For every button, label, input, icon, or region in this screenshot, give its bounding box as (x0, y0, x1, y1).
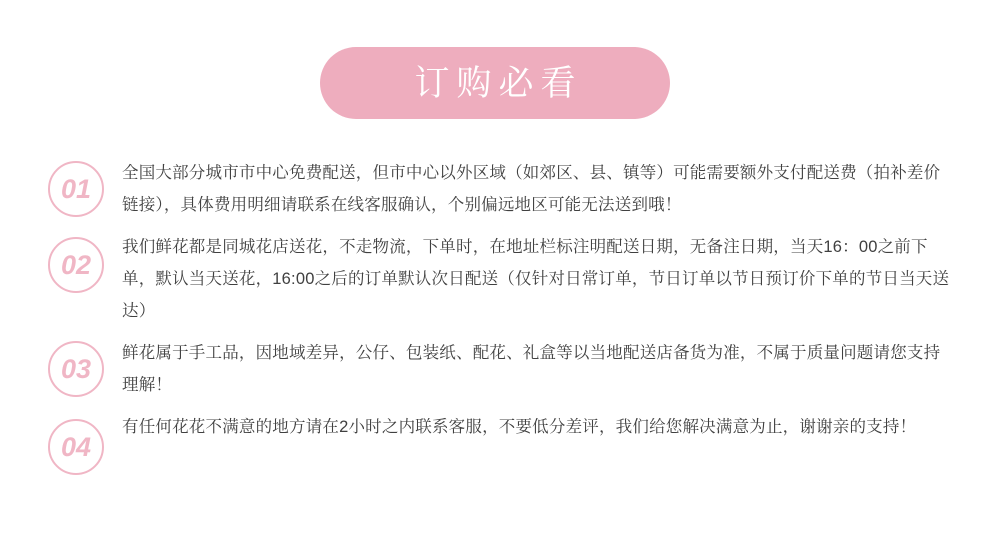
item-text: 鲜花属于手工品，因地域差异，公仔、包装纸、配花、礼盒等以当地配送店备货为准，不属于质量问题请您支持理解！ (122, 344, 941, 394)
item-text: 全国大部分城市市中心免费配送，但市中心以外区域（如郊区、县、镇等）可能需要额外支付配送费（拍补差价链接），具体费用明细请联系在线客服确认，个别偏远地区可能无法送到哦！ (122, 164, 941, 214)
item-number-badge: 04 (48, 419, 104, 475)
list-item (48, 335, 950, 401)
title-banner (320, 47, 670, 119)
item-text: 有任何花花不满意的地方请在2小时之内联系客服，不要低分差评，我们给您解决满意为止，谢谢亲的支持！ (122, 418, 917, 436)
item-text: 我们鲜花都是同城花店送花，不走物流，下单时，在地址栏标注明配送日期，无备注日期，当天16：00之前下单，默认当天送花，16:00之后的订单默认次日配送（仅针对日常订单，节日订单以节日预订价下单的节日当天送达） (122, 238, 950, 320)
notice-list (0, 155, 990, 475)
item-number-badge: 01 (48, 161, 104, 217)
page-title: 订购必看 (414, 63, 583, 103)
list-item (48, 229, 950, 327)
title-section (0, 0, 990, 119)
item-number-badge: 03 (48, 341, 104, 397)
item-number-badge: 02 (48, 237, 104, 293)
list-item (48, 409, 950, 475)
list-item (48, 155, 950, 221)
